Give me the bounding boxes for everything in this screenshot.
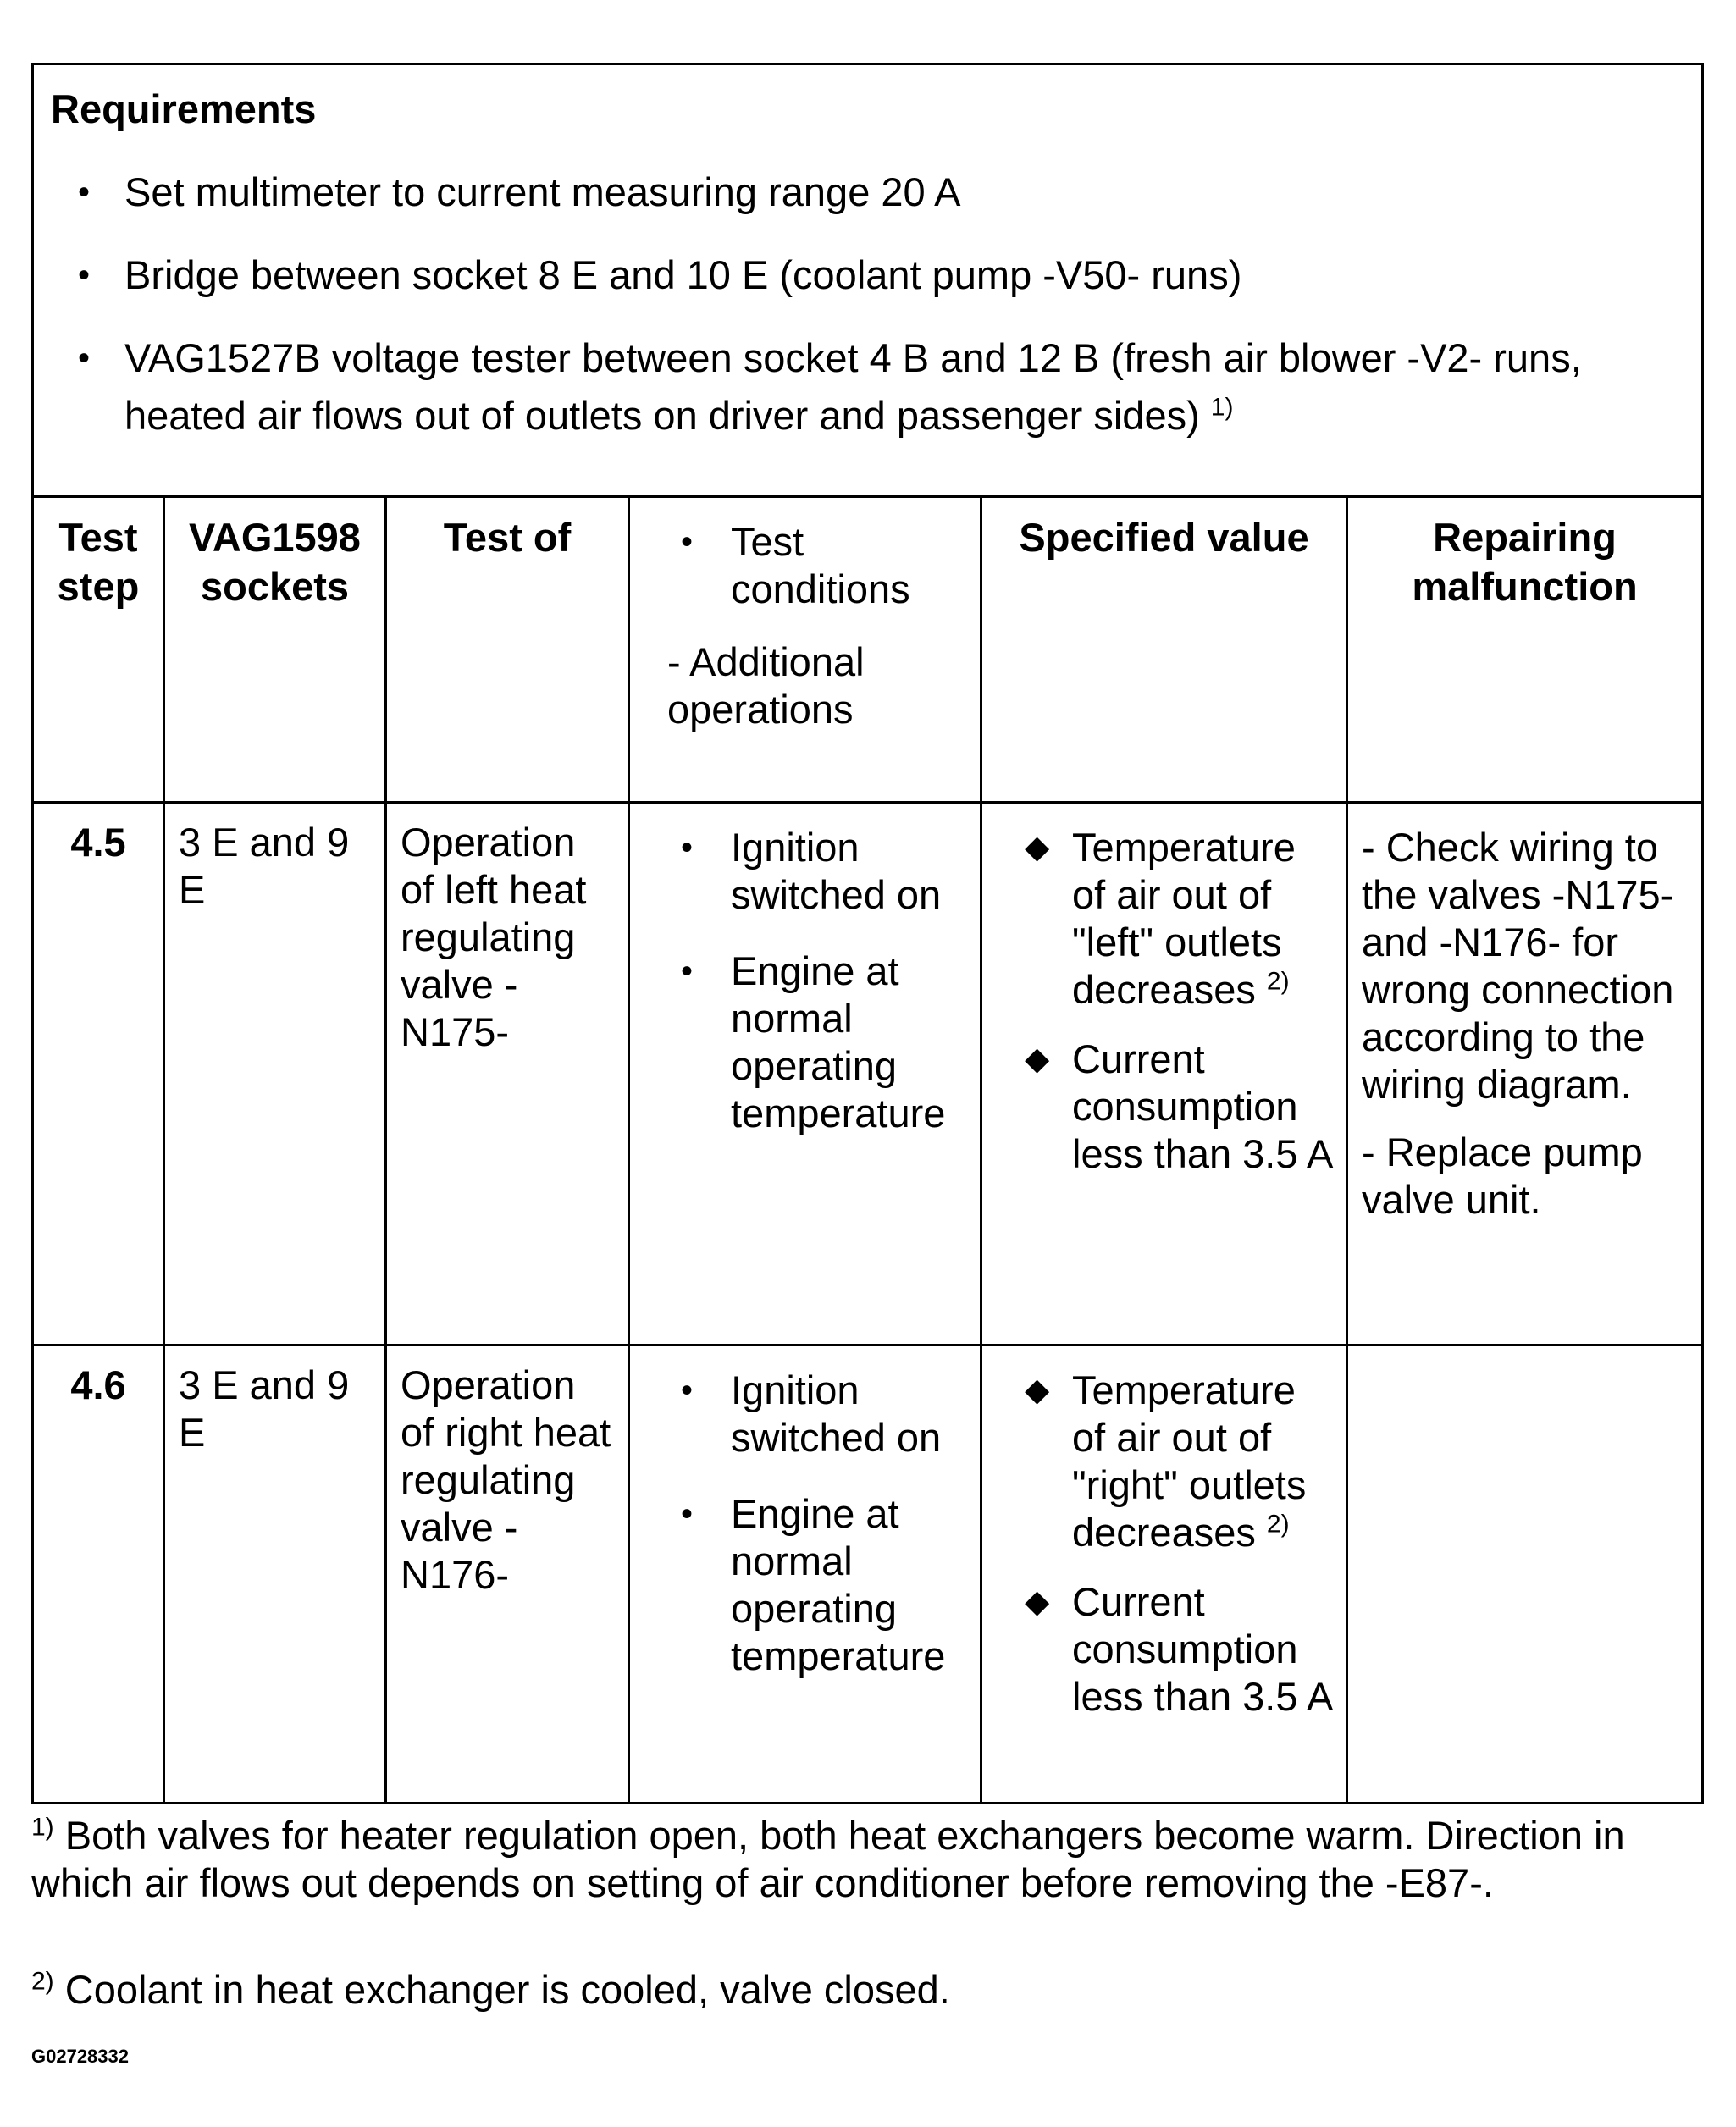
conditions xyxy=(629,803,981,1345)
table-row xyxy=(33,1345,1703,1804)
specified-value xyxy=(981,1345,1347,1804)
header-test-of: Test of xyxy=(386,497,629,803)
test-of: Operation of right heat regulating valve -N176- xyxy=(386,1345,629,1804)
footnote: $^{2)}$ Coolant in heat exchanger is cooled, valve closed. xyxy=(31,1967,950,2012)
repair-step: - Check wiring to the valves -N175- and -N176- for wrong connection according to the wiring diagram. xyxy=(1362,825,1674,1107)
footnote-mark: 2) xyxy=(31,1967,54,1996)
requirements-title: Requirements xyxy=(51,86,317,131)
test-step: 4.5 xyxy=(33,803,164,1345)
spec-item: ◆ Temperature of air out of "left" outlets decreases $^{2)}$ xyxy=(996,824,1334,1014)
requirements-list xyxy=(51,163,1684,445)
header-additional-operations: - Additional operations xyxy=(667,639,865,732)
footnote-ref: 2) xyxy=(1266,967,1290,996)
repairing-malfunction xyxy=(1347,803,1703,1345)
conditions xyxy=(629,1345,981,1804)
header-specified-value: Specified value xyxy=(981,497,1347,803)
sockets: 3 E and 9 E xyxy=(164,1345,386,1804)
spec-item: ◆ Current consumption less than 3.5 A xyxy=(996,1036,1334,1178)
footnote: $^{1)}$ Both valves for heater regulation open, both heat exchangers become warm. Direction in which air flows out depends on setting of air conditioner before removing the -E87-. xyxy=(31,1813,1625,1905)
footnote-ref: 1) xyxy=(1210,393,1234,422)
condition-item: • Engine at normal operating temperature xyxy=(644,1490,968,1680)
test-table xyxy=(31,63,1704,1804)
footnote-ref: 2) xyxy=(1266,1510,1290,1539)
footnote-mark: 1) xyxy=(31,1813,54,1842)
image-id: G02728332 xyxy=(31,2046,129,2067)
condition-item: • Ignition switched on xyxy=(644,1367,968,1461)
header-test-conditions: • Test conditions xyxy=(644,518,968,613)
test-step: 4.6 xyxy=(33,1345,164,1804)
header-sockets: VAG1598 sockets xyxy=(164,497,386,803)
spec-item: ◆ Temperature of air out of "right" outlets decreases $^{2)}$ xyxy=(996,1367,1334,1556)
header-test-step: Test step xyxy=(33,497,164,803)
test-of: Operation of left heat regulating valve -N175- xyxy=(386,803,629,1345)
requirement-item: • Bridge between socket 8 E and 10 E (coolant pump -V50- runs) xyxy=(51,246,1684,304)
table-row xyxy=(33,803,1703,1345)
specified-value xyxy=(981,803,1347,1345)
requirement-item: • VAG1527B voltage tester between socket 4 B and 12 B (fresh air blower -V2- runs, heated air flows out of outlets on driver and passenger sides) $^{1)}$ xyxy=(51,329,1684,445)
sockets: 3 E and 9 E xyxy=(164,803,386,1345)
condition-item: • Ignition switched on xyxy=(644,824,968,919)
repair-step: - Replace pump valve unit. xyxy=(1362,1130,1643,1222)
repairing-malfunction xyxy=(1347,1345,1703,1804)
condition-item: • Engine at normal operating temperature xyxy=(644,947,968,1137)
header-row xyxy=(33,497,1703,803)
requirement-item: • Set multimeter to current measuring range 20 A xyxy=(51,163,1684,221)
requirements-section xyxy=(33,64,1703,497)
spec-item: ◆ Current consumption less than 3.5 A xyxy=(996,1578,1334,1721)
header-conditions xyxy=(629,497,981,803)
header-repairing: Repairing malfunction xyxy=(1347,497,1703,803)
